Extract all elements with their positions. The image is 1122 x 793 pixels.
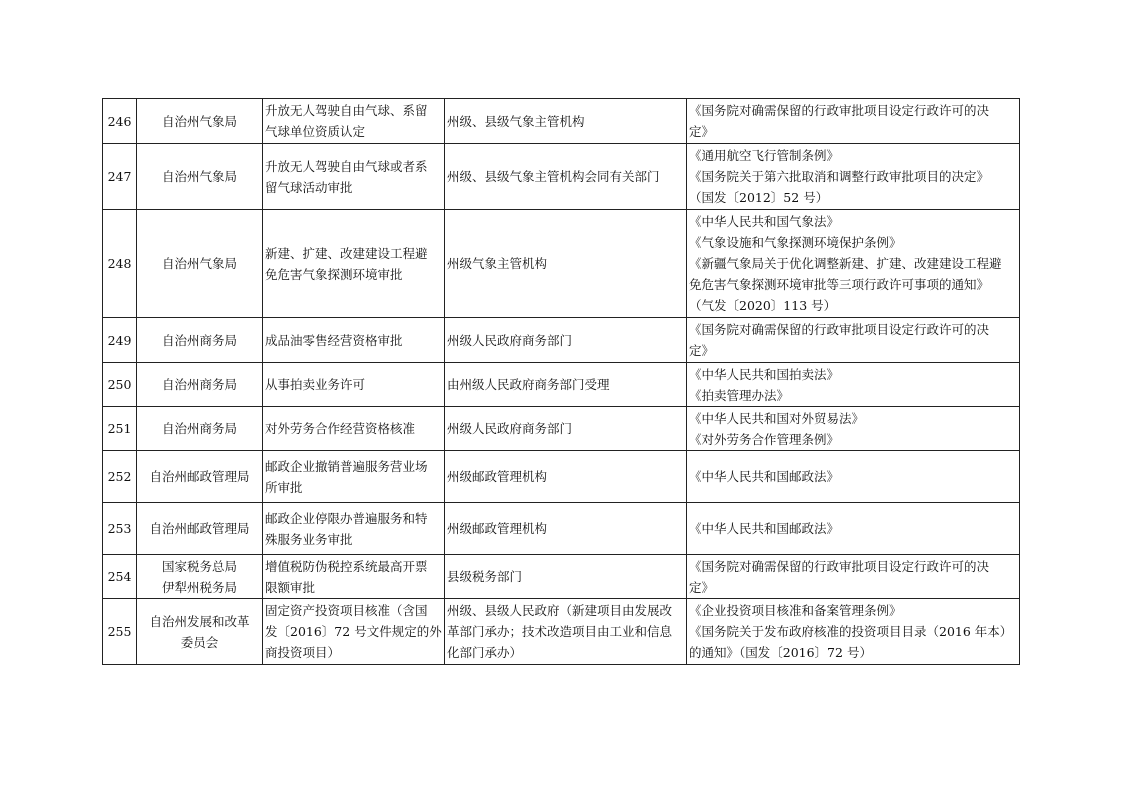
row-department xyxy=(137,363,263,407)
row-implementing-organ xyxy=(445,210,687,318)
department-line: 自治州气象局 xyxy=(161,256,237,271)
row-legal-basis xyxy=(687,363,1020,407)
row-number xyxy=(103,599,137,665)
row-legal-basis xyxy=(687,599,1020,665)
legal-basis-line: 《新疆气象局关于优化调整新建、扩建、改建建设工程避 xyxy=(689,256,1002,271)
table-row xyxy=(103,599,1020,665)
legal-basis-line: 《国务院对确需保留的行政审批项目设定行政许可的决 xyxy=(689,558,990,574)
approval-item-line: 成品油零售经营资格审批 xyxy=(265,332,403,348)
legal-basis-line: 《国务院对确需保留的行政审批项目设定行政许可的决 xyxy=(689,103,990,118)
department-line: 国家税务总局 xyxy=(161,558,237,574)
row-number-text: 251 xyxy=(107,421,132,436)
legal-basis-line: 《拍卖管理办法》 xyxy=(689,387,790,403)
row-approval-item xyxy=(263,451,445,503)
department-line: 自治州气象局 xyxy=(161,113,237,129)
row-implementing-organ xyxy=(445,555,687,599)
row-implementing-organ xyxy=(445,599,687,665)
row-approval-item xyxy=(263,555,445,599)
row-number xyxy=(103,451,137,503)
implementing-organ-line: 州级、县级气象主管机构会同有关部门 xyxy=(447,169,660,184)
row-number xyxy=(103,407,137,451)
approval-item-line: 新建、扩建、改建建设工程避 xyxy=(265,245,428,261)
row-implementing-organ xyxy=(445,99,687,144)
row-legal-basis xyxy=(687,407,1020,451)
table-row xyxy=(103,555,1020,599)
row-number xyxy=(103,99,137,144)
approval-items-table xyxy=(102,98,1020,665)
implementing-organ-line: 州级、县级人民政府（新建项目由发展改 xyxy=(447,603,673,618)
legal-basis-line: 《对外劳务合作管理条例》 xyxy=(689,431,840,447)
row-legal-basis xyxy=(687,555,1020,599)
row-department xyxy=(137,503,263,555)
approval-item-line: 留气球活动审批 xyxy=(265,179,353,195)
legal-basis-line: 《中华人民共和国邮政法》 xyxy=(689,469,840,484)
row-number xyxy=(103,210,137,318)
legal-basis-line: 《气象设施和气象探测环境保护条例》 xyxy=(689,235,902,250)
implementing-organ-line: 州级邮政管理机构 xyxy=(447,521,548,536)
row-number xyxy=(103,144,137,210)
approval-item-line: 殊服务业务审批 xyxy=(265,531,353,547)
department-line: 伊犁州税务局 xyxy=(161,579,237,595)
row-implementing-organ xyxy=(445,451,687,503)
approval-item-line: 增值税防伪税控系统最高开票 xyxy=(265,558,428,574)
approval-item-line: 商投资项目） xyxy=(265,645,341,660)
approval-item-line: 气球单位资质认定 xyxy=(265,124,366,139)
department-line: 自治州商务局 xyxy=(161,377,237,392)
row-number-text: 255 xyxy=(107,624,132,639)
legal-basis-line: 《中华人民共和国气象法》 xyxy=(689,214,840,229)
row-number-text: 252 xyxy=(107,469,132,484)
approval-item-line: 邮政企业撤销普遍服务营业场 xyxy=(265,458,428,474)
table-row xyxy=(103,363,1020,407)
approval-item-line: 邮政企业停限办普遍服务和特 xyxy=(265,510,428,526)
row-approval-item xyxy=(263,318,445,363)
legal-basis-line: 定》 xyxy=(689,579,715,595)
row-number xyxy=(103,318,137,363)
approval-item-line: 限额审批 xyxy=(265,579,316,595)
table-row xyxy=(103,503,1020,555)
legal-basis-line: 定》 xyxy=(689,343,715,358)
row-approval-item xyxy=(263,407,445,451)
approval-item-line: 升放无人驾驶自由气球或者系 xyxy=(265,158,428,174)
row-legal-basis xyxy=(687,451,1020,503)
table-row xyxy=(103,318,1020,363)
row-approval-item xyxy=(263,210,445,318)
legal-basis-line: 的通知》（国发〔2016〕72 号） xyxy=(689,645,872,660)
approval-item-line: 对外劳务合作经营资格核准 xyxy=(265,421,416,436)
table-body xyxy=(103,99,1020,665)
row-department xyxy=(137,318,263,363)
implementing-organ-line: 由州级人民政府商务部门受理 xyxy=(447,377,610,392)
legal-basis-line: （国发〔2012〕52 号） xyxy=(689,190,829,205)
implementing-organ-line: 州级、县级气象主管机构 xyxy=(447,113,585,129)
implementing-organ-line: 州级邮政管理机构 xyxy=(447,469,548,484)
row-number xyxy=(103,363,137,407)
department-line: 自治州邮政管理局 xyxy=(149,521,250,536)
row-department xyxy=(137,144,263,210)
implementing-organ-line: 州级气象主管机构 xyxy=(447,256,548,271)
department-line: 自治州气象局 xyxy=(161,169,237,184)
legal-basis-line: 《中华人民共和国拍卖法》 xyxy=(689,366,840,382)
row-number-text: 249 xyxy=(107,332,132,348)
implementing-organ-line: 县级税务部门 xyxy=(447,569,523,584)
row-implementing-organ xyxy=(445,407,687,451)
row-department xyxy=(137,451,263,503)
row-department xyxy=(137,210,263,318)
table-row xyxy=(103,210,1020,318)
row-legal-basis xyxy=(687,318,1020,363)
implementing-organ-line: 化部门承办） xyxy=(447,645,523,660)
implementing-organ-line: 州级人民政府商务部门 xyxy=(447,332,573,348)
row-approval-item xyxy=(263,144,445,210)
row-approval-item xyxy=(263,363,445,407)
legal-basis-line: 《中华人民共和国邮政法》 xyxy=(689,521,840,536)
department-line: 自治州发展和改革 xyxy=(149,613,250,629)
approval-item-line: 升放无人驾驶自由气球、系留 xyxy=(265,103,428,118)
row-legal-basis xyxy=(687,99,1020,144)
row-legal-basis xyxy=(687,503,1020,555)
row-department xyxy=(137,99,263,144)
row-approval-item xyxy=(263,99,445,144)
implementing-organ-line: 州级人民政府商务部门 xyxy=(447,421,573,436)
department-line: 委员会 xyxy=(180,634,219,650)
table-row xyxy=(103,144,1020,210)
row-number xyxy=(103,555,137,599)
approval-item-line: 所审批 xyxy=(265,479,303,495)
row-legal-basis xyxy=(687,210,1020,318)
legal-basis-line: 《中华人民共和国对外贸易法》 xyxy=(689,410,865,426)
legal-basis-line: 《国务院关于发布政府核准的投资项目目录（2016 年本） xyxy=(689,624,1013,639)
legal-basis-line: 定》 xyxy=(689,124,715,139)
row-number-text: 247 xyxy=(107,169,132,184)
row-implementing-organ xyxy=(445,503,687,555)
table-row xyxy=(103,99,1020,144)
row-approval-item xyxy=(263,599,445,665)
row-number-text: 246 xyxy=(107,113,132,129)
row-implementing-organ xyxy=(445,318,687,363)
implementing-organ-line: 革部门承办；技术改造项目由工业和信息 xyxy=(447,624,673,639)
department-line: 自治州商务局 xyxy=(161,421,237,436)
approval-item-line: 从事拍卖业务许可 xyxy=(265,377,366,392)
legal-basis-line: 《通用航空飞行管制条例》 xyxy=(689,148,840,163)
row-number-text: 253 xyxy=(107,521,132,536)
table-row xyxy=(103,451,1020,503)
department-line: 自治州商务局 xyxy=(161,332,237,348)
row-number-text: 254 xyxy=(107,569,132,584)
row-implementing-organ xyxy=(445,363,687,407)
legal-basis-line: 《国务院关于第六批取消和调整行政审批项目的决定》 xyxy=(689,169,990,184)
legal-basis-line: （气发〔2020〕113 号） xyxy=(689,298,837,313)
row-department xyxy=(137,407,263,451)
legal-basis-line: 免危害气象探测环境审批等三项行政许可事项的通知》 xyxy=(689,277,990,292)
department-line: 自治州邮政管理局 xyxy=(149,469,250,484)
approval-item-line: 固定资产投资项目核准（含国 xyxy=(265,603,428,618)
legal-basis-line: 《国务院对确需保留的行政审批项目设定行政许可的决 xyxy=(689,322,990,337)
legal-basis-line: 《企业投资项目核准和备案管理条例》 xyxy=(689,603,902,618)
approval-item-line: 免危害气象探测环境审批 xyxy=(265,266,403,282)
row-department xyxy=(137,555,263,599)
approval-item-line: 发〔2016〕72 号文件规定的外 xyxy=(265,624,442,639)
row-department xyxy=(137,599,263,665)
row-approval-item xyxy=(263,503,445,555)
row-number xyxy=(103,503,137,555)
row-number-text: 248 xyxy=(107,256,132,271)
row-legal-basis xyxy=(687,144,1020,210)
table-row xyxy=(103,407,1020,451)
row-implementing-organ xyxy=(445,144,687,210)
row-number-text: 250 xyxy=(107,377,132,392)
